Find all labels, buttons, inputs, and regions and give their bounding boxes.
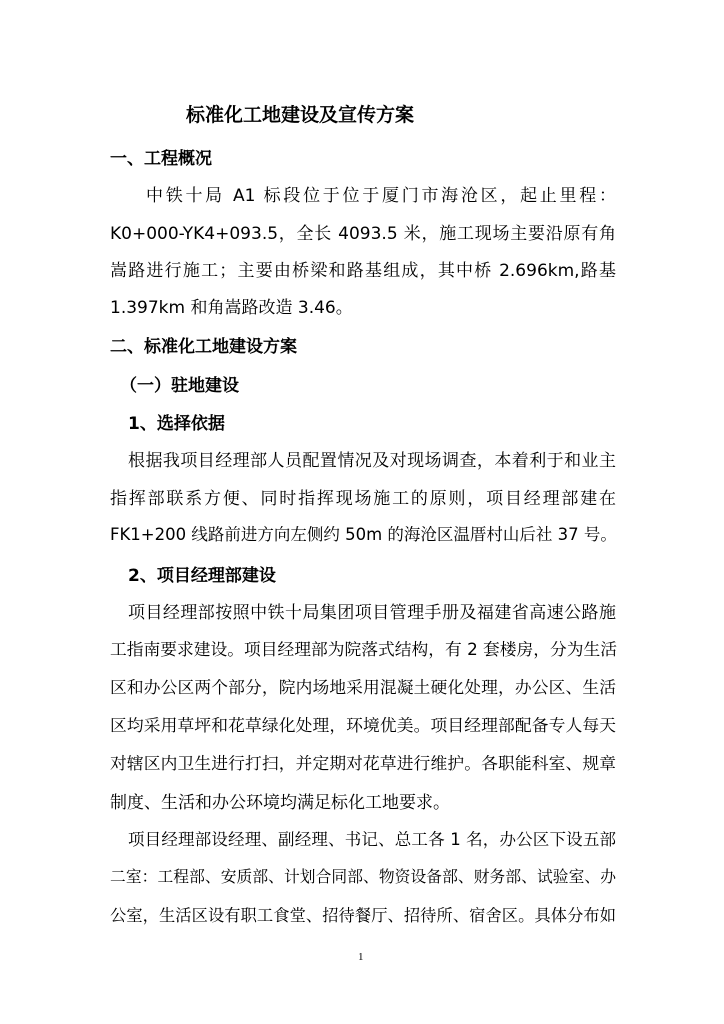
paragraph-line: 公室，生活区设有职工食堂、招待餐厅、招待所、宿舍区。具体分布如: [110, 906, 616, 925]
paragraph-line: 嵩路进行施工；主要由桥梁和路基组成，其中桥 2.696km,路基: [110, 261, 616, 281]
paragraph-line: 对辖区内卫生进行打扫，并定期对花草进行维护。各职能科室、规章: [110, 753, 616, 773]
item-heading: 1、选择依据: [128, 414, 225, 434]
paragraph-line: 二室：工程部、安质部、计划合同部、物资设备部、财务部、试验室、办: [110, 867, 616, 886]
paragraph-line: K0+000-YK4+093.5，全长 4093.5 米，施工现场主要沿原有角: [110, 224, 616, 244]
section-heading-overview: 一、工程概况: [110, 149, 212, 169]
paragraph-line: 中铁十局 A1 标段位于位于厦门市海沧区，起止里程：: [146, 186, 616, 206]
paragraph-line: 制度、生活和办公环境均满足标化工地要求。: [110, 793, 450, 813]
paragraph-line: 项目经理部按照中铁十局集团项目管理手册及福建省高速公路施: [128, 603, 616, 623]
subsection-heading: （一）驻地建设: [120, 376, 239, 396]
paragraph-line: 区和办公区两个部分，院内场地采用混凝土硬化处理，办公区、生活: [110, 677, 616, 697]
page-number: 1: [358, 951, 364, 963]
item-heading: 2、项目经理部建设: [128, 566, 276, 586]
paragraph-line: FK1+200 线路前进方向左侧约 50m 的海沧区温厝村山后社 37 号。: [110, 525, 617, 544]
paragraph-line: 工指南要求建设。项目经理部为院落式结构，有 2 套楼房，分为生活: [110, 639, 618, 659]
document-title: 标准化工地建设及宣传方案: [186, 104, 415, 126]
paragraph-line: 项目经理部设经理、副经理、书记、总工各 1 名，办公区下设五部: [128, 830, 616, 849]
paragraph-line: 指挥部联系方便、同时指挥现场施工的原则，项目经理部建在: [110, 489, 616, 509]
paragraph-line: 1.397km 和角嵩路改造 3.46。: [110, 298, 353, 318]
paragraph-line: 区均采用草坪和花草绿化处理，环境优美。项目经理部配备专人每天: [110, 715, 616, 735]
section-heading-plan: 二、标准化工地建设方案: [110, 337, 297, 357]
paragraph-line: 根据我项目经理部人员配置情况及对现场调查，本着利于和业主: [128, 451, 616, 471]
